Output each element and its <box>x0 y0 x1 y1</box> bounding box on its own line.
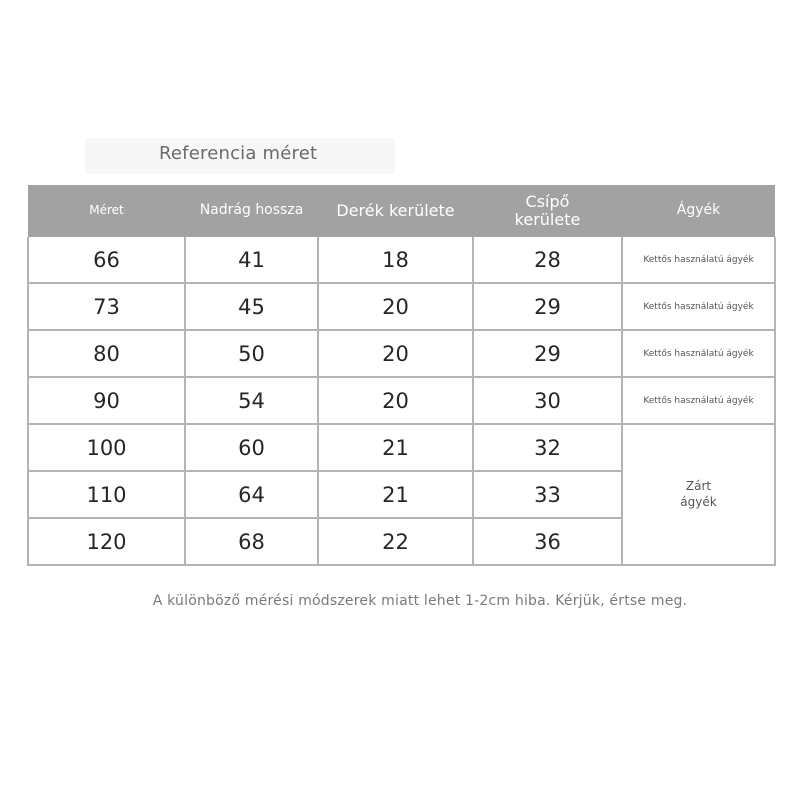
table-row <box>28 237 775 283</box>
page-title: Referencia méret <box>159 143 318 164</box>
cell-pants-length: 41 <box>185 237 318 283</box>
header-hip-line2: kerülete <box>514 210 581 229</box>
table-header-row <box>28 185 775 237</box>
cell-hip: 36 <box>473 518 622 565</box>
table-row <box>28 377 775 424</box>
header-pants-length: Nadrág hossza <box>185 185 318 237</box>
cell-bed: Kettős használatú ágyék <box>622 237 775 283</box>
cell-bed: Kettős használatú ágyék <box>622 377 775 424</box>
table-row <box>28 283 775 330</box>
measurement-note: A különböző mérési módszerek miatt lehet 1-2cm hiba. Kérjük, értse meg. <box>152 593 688 609</box>
closed-bed-line2: ágyék <box>680 494 717 509</box>
header-hip <box>473 185 622 237</box>
cell-hip: 30 <box>473 377 622 424</box>
cell-waist: 20 <box>318 283 473 330</box>
cell-pants-length: 50 <box>185 330 318 377</box>
cell-size: 110 <box>28 471 185 518</box>
cell-waist: 20 <box>318 377 473 424</box>
cell-closed-bed <box>622 424 775 565</box>
cell-pants-length: 54 <box>185 377 318 424</box>
size-chart-table <box>27 185 776 566</box>
cell-size: 66 <box>28 237 185 283</box>
cell-size: 73 <box>28 283 185 330</box>
cell-hip: 33 <box>473 471 622 518</box>
header-size: Méret <box>28 185 185 237</box>
cell-hip: 29 <box>473 283 622 330</box>
cell-size: 100 <box>28 424 185 471</box>
cell-waist: 22 <box>318 518 473 565</box>
header-bed: Ágyék <box>622 185 775 237</box>
cell-hip: 28 <box>473 237 622 283</box>
closed-bed-line1: Zárt <box>685 478 712 493</box>
cell-waist: 20 <box>318 330 473 377</box>
cell-pants-length: 68 <box>185 518 318 565</box>
header-hip-line1: Csípő <box>525 192 570 212</box>
cell-hip: 32 <box>473 424 622 471</box>
cell-waist: 18 <box>318 237 473 283</box>
cell-bed: Kettős használatú ágyék <box>622 283 775 330</box>
cell-bed: Kettős használatú ágyék <box>622 330 775 377</box>
cell-waist: 21 <box>318 424 473 471</box>
cell-pants-length: 60 <box>185 424 318 471</box>
cell-hip: 29 <box>473 330 622 377</box>
cell-size: 80 <box>28 330 185 377</box>
cell-size: 90 <box>28 377 185 424</box>
header-waist: Derék kerülete <box>318 185 473 237</box>
cell-pants-length: 45 <box>185 283 318 330</box>
cell-waist: 21 <box>318 471 473 518</box>
table-row <box>28 424 775 471</box>
cell-size: 120 <box>28 518 185 565</box>
closed-bed-label <box>627 479 770 510</box>
cell-pants-length: 64 <box>185 471 318 518</box>
table-row <box>28 330 775 377</box>
